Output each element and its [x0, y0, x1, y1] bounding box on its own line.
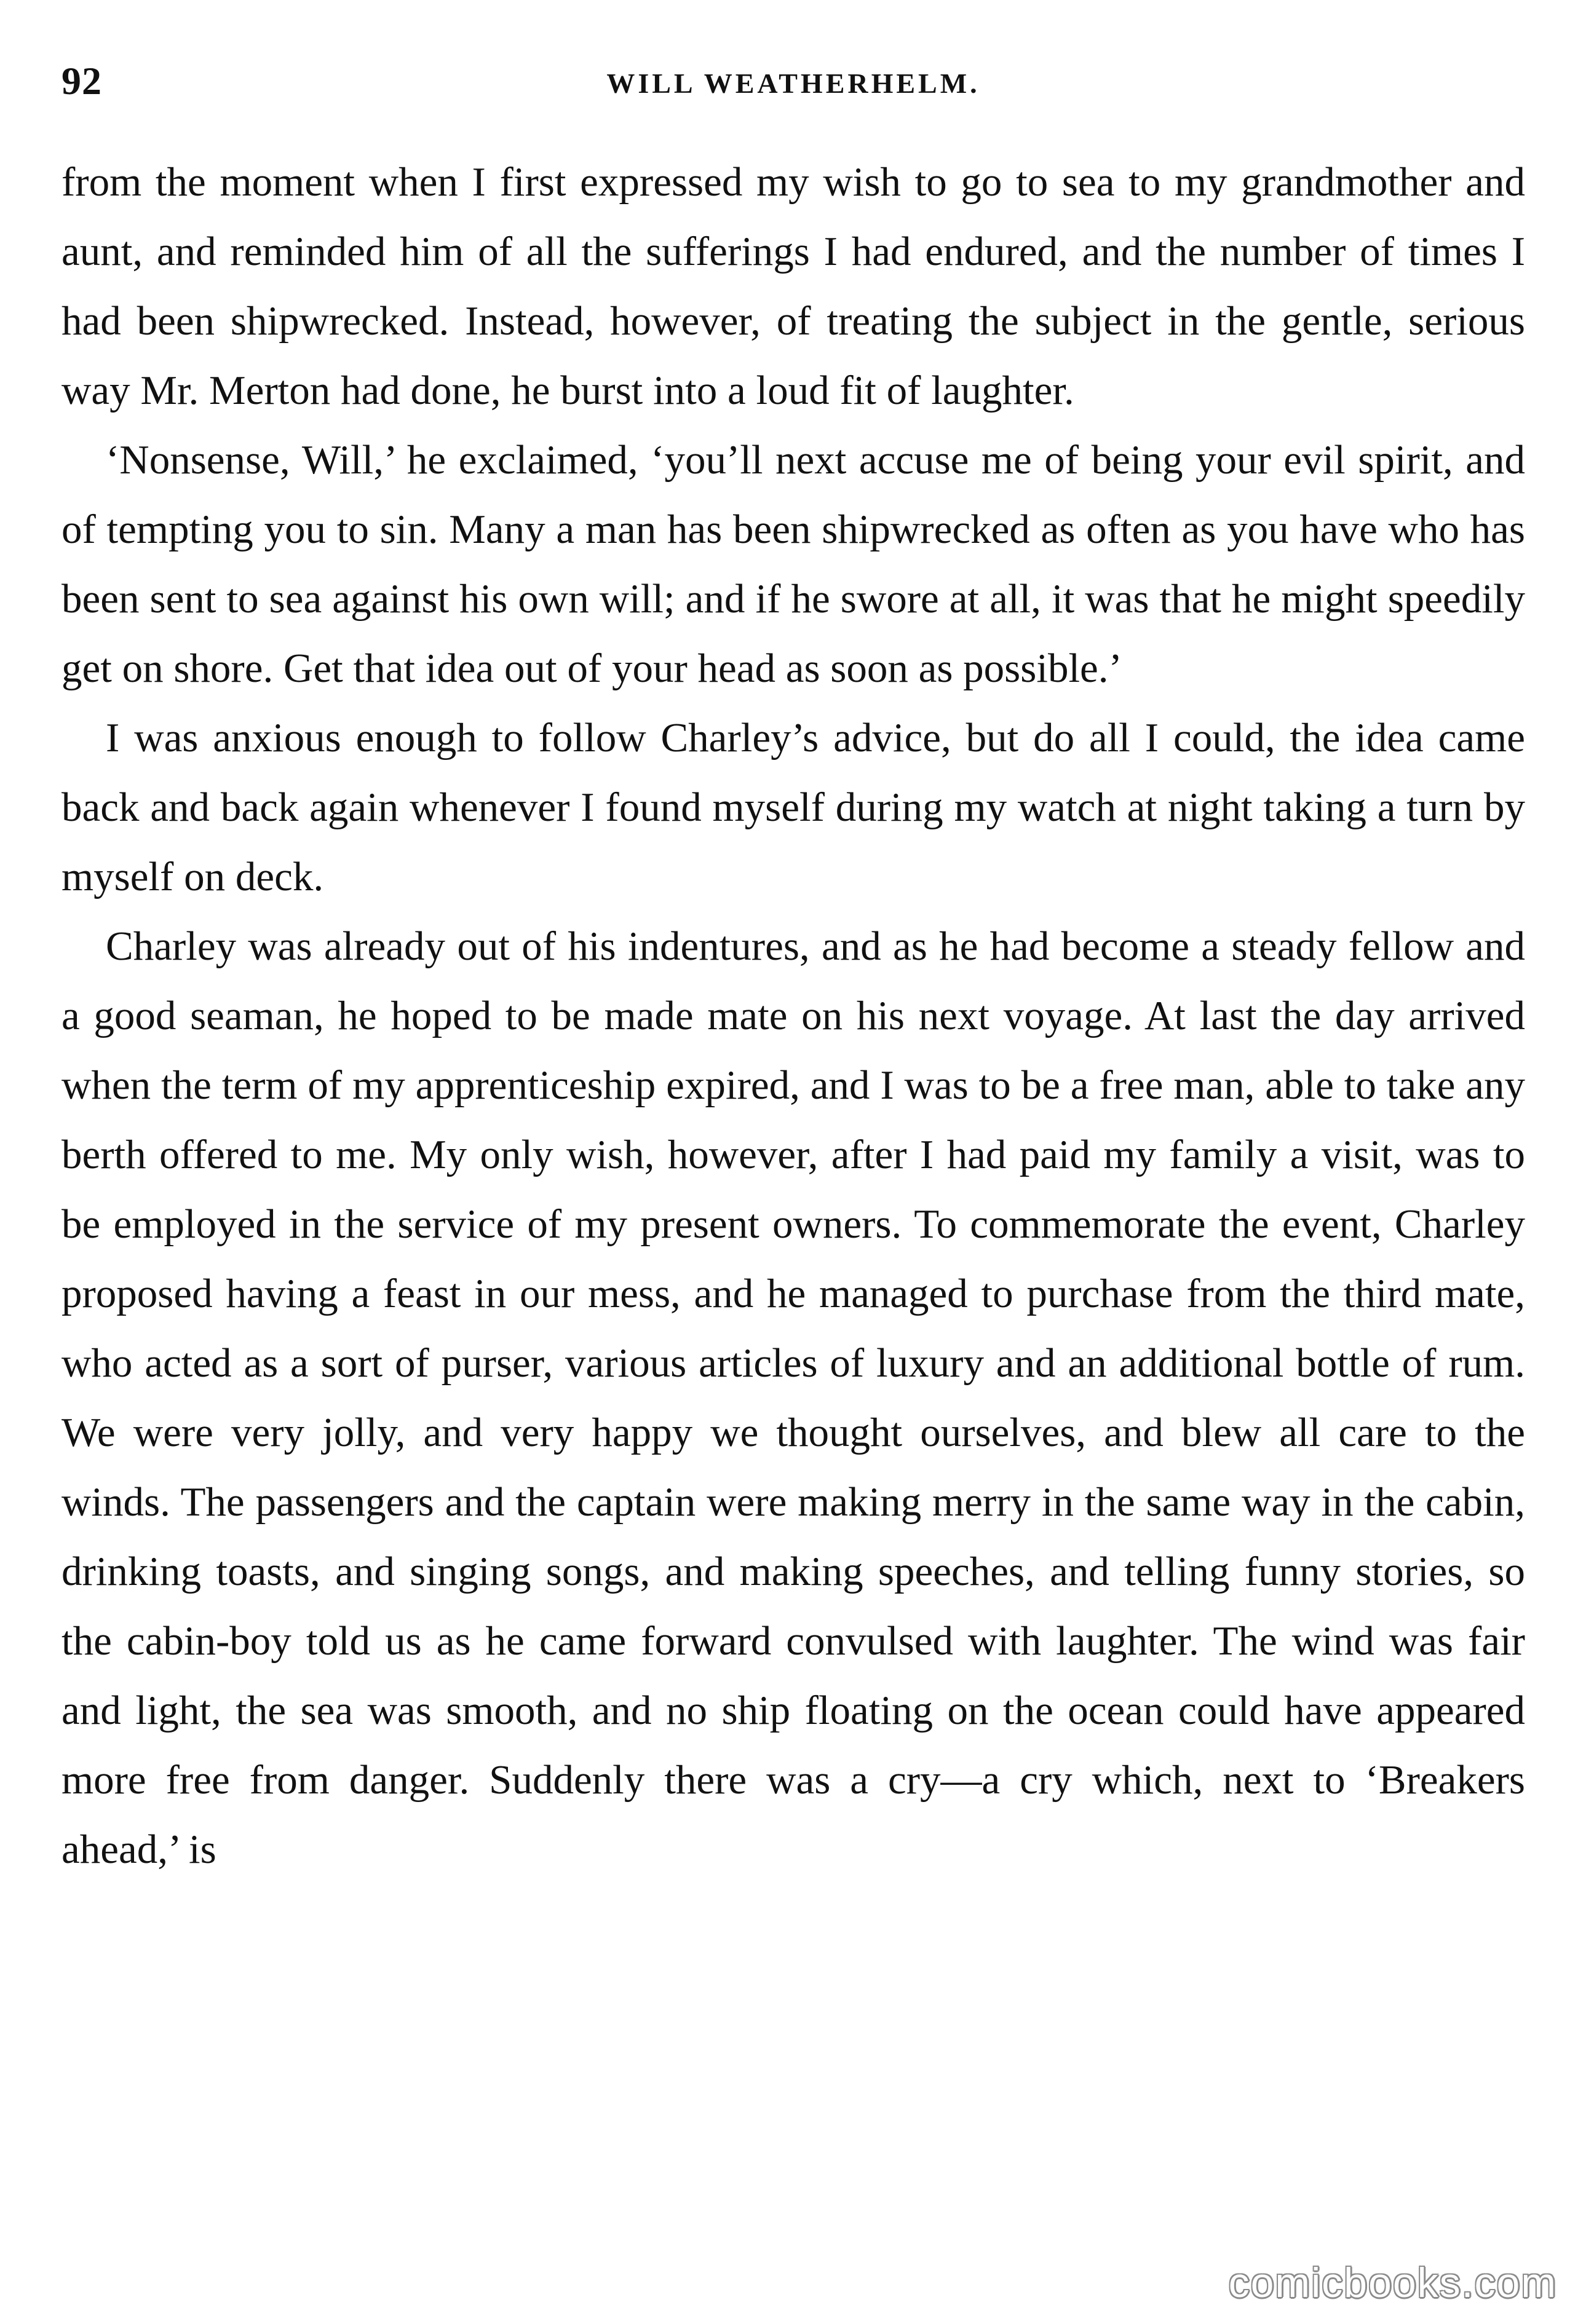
paragraph: from the moment when I first expressed my wish to go to sea to my grandmother and aunt, and reminded him of all the sufferings I had endured, and the number of times I had been shipwrecked. Instead, however, of treating the subject in the gentle, serious way Mr. Merton had done, he burst into a loud fit of laughter. [61, 159, 1525, 413]
paragraph: I was anxious enough to follow Charley’s advice, but do all I could, the idea came back and back again whenever I found myself during my watch at night taking a turn by myself on deck. [61, 715, 1525, 899]
page-number: 92 [61, 59, 102, 103]
watermark: comicbooks.com [1228, 2259, 1557, 2306]
paragraph: Charley was already out of his indentures, and as he had become a steady fellow and a good seaman, he hoped to be made mate on his next voyage. At last the day arrived when the term of my apprenticeship expired, and I was to be a free man, able to take any berth offered to me. My only wish, however, after I had paid my family a visit, was to be employed in the service of my present owners. To commemorate the event, Charley proposed having a feast in our mess, and he managed to purchase from the third mate, who acted as a sort of purser, various articles of luxury and an additional bottle of rum. We were very jolly, and very happy we thought ourselves, and blew all care to the winds. The passengers and the captain were making merry in the same way in the cabin, drinking toasts, and singing songs, and making speeches, and telling funny stories, so the cabin-boy told us as he came forward convulsed with laughter. The wind was fair and light, the sea was smooth, and no ship floating on the ocean could have appeared more free from danger. Suddenly there was a cry—a cry which, next to ‘Breakers ahead,’ is [61, 923, 1525, 1872]
page-header [61, 58, 1525, 108]
body-text [61, 148, 1525, 1884]
running-head-title: WILL WEATHERHELM. [606, 68, 980, 99]
paragraph: ‘Nonsense, Will,’ he exclaimed, ‘you’ll next accuse me of being your evil spirit, and of tempting you to sin. Many a man has been shipwrecked as often as you have who has been sent to sea against his own will; and if he swore at all, it was that he might speedily get on shore. Get that idea out of your head as soon as possible.’ [61, 437, 1525, 691]
